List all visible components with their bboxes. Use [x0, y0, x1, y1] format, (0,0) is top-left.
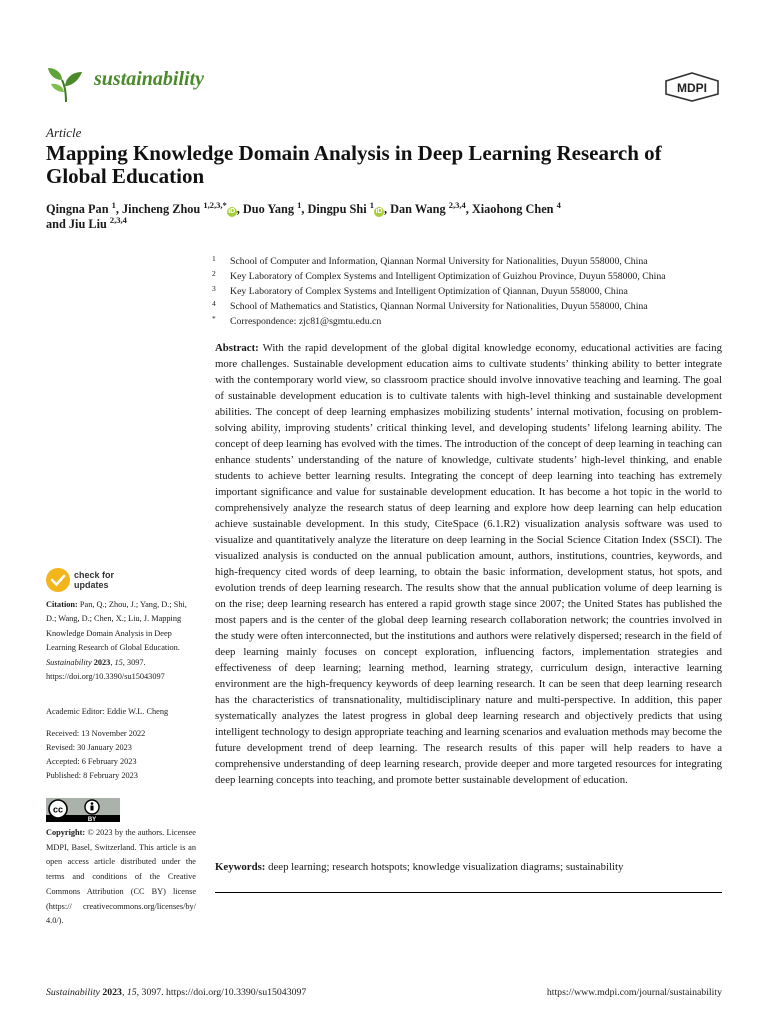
- divider: [215, 892, 722, 893]
- affiliation-row: [212, 314, 724, 329]
- journal-logo-icon: [46, 64, 86, 104]
- affiliation-row: [212, 254, 724, 269]
- published-date: Published: 8 February 2023: [46, 771, 138, 780]
- orcid-icon[interactable]: iD: [375, 208, 383, 215]
- citation-label: Citation:: [46, 600, 78, 609]
- affiliation-number: 1: [212, 254, 216, 263]
- author-list: Qingna Pan $^1$, Jincheng Zhou $^{1,2,3,*}$iD , Duo Yang $^1$, Dingpu Shi $^1$iD , Dan Wang $^{2,3,4}$, Xiaohong Chen $^4$ and Jiu Liu $^{2,3,4}$: [46, 199, 561, 231]
- copyright-notice: [46, 826, 196, 929]
- author-name: Qingna Pan: [46, 202, 112, 216]
- academic-editor: Academic Editor: Eddie W.L. Cheng: [46, 707, 169, 716]
- article-title: Mapping Knowledge Domain Analysis in Deep Learning Research of Global Education: [46, 141, 662, 188]
- footer-volume: 15: [126, 987, 137, 998]
- author-affiliation-marker: 2,3,4: [448, 199, 466, 210]
- citation-block: Citation: Pan, Q.; Zhou, J.; Yang, D.; Shi, D.; Wang, D.; Chen, X.; Liu, J. Mapping Knowledge Domain Analysis in Deep Learning Research of Global Education. Sustainability 2023, 15, 3097. https://doi.org/10.3390/su15043097: [46, 600, 187, 682]
- affiliation-number: 2: [212, 269, 216, 278]
- copyright-label: Copyright:: [46, 828, 86, 837]
- author-affiliation-marker: 2,3,4: [109, 214, 127, 225]
- affiliation-number: 4: [212, 299, 216, 308]
- author-name: Jincheng Zhou: [122, 202, 204, 216]
- citation-volume: 15: [114, 657, 123, 667]
- check-for-updates-button[interactable]: [46, 568, 136, 594]
- author-name: Jiu Liu: [68, 217, 110, 231]
- received-date: Received: 13 November 2022: [46, 729, 146, 738]
- keywords: [215, 860, 722, 875]
- affiliation-text: School of Computer and Information, Qiannan Normal University for Nationalities, Duyun 558000, China: [230, 256, 648, 267]
- check-icon: [46, 568, 70, 592]
- affiliation-text: Key Laboratory of Complex Systems and Intelligent Optimization of Guizhou Province, Duyun 558000, China: [230, 271, 666, 282]
- affiliation-text: School of Mathematics and Statistics, Qiannan Normal University for Nationalities, Duyun 558000, China: [230, 301, 648, 312]
- author-affiliation-marker: 4: [556, 199, 561, 210]
- updates-label: updates: [74, 580, 109, 590]
- affiliations: [212, 254, 724, 329]
- affiliation-text: Key Laboratory of Complex Systems and Intelligent Optimization of Qiannan, Duyun 558000, China: [230, 286, 628, 297]
- author-name: Dan Wang: [390, 202, 449, 216]
- abstract-label: Abstract:: [215, 342, 259, 354]
- author-name: Dingpu Shi: [307, 202, 370, 216]
- copyright-text: © 2023 by the authors. Licensee MDPI, Basel, Switzerland. This article is an open access article distributed under the terms and conditions of the Creative Commons Attribution (CC BY) license (https:// creativecommons.org/licenses/by/ 4.0/).: [46, 828, 196, 926]
- citation-year: 2023: [93, 657, 111, 667]
- author-affiliation-marker: 1: [369, 199, 374, 210]
- publisher-name: MDPI: [677, 81, 707, 95]
- affiliation-row: [212, 299, 724, 314]
- author-name: Xiaohong Chen: [471, 202, 557, 216]
- check-for-label: check for: [74, 570, 115, 580]
- keywords-text: deep learning; research hotspots; knowledge visualization diagrams; sustainability: [268, 861, 624, 873]
- svg-text:BY: BY: [87, 817, 97, 822]
- footer-year: 2023: [102, 987, 122, 998]
- footer-journal-url[interactable]: https://www.mdpi.com/journal/sustainability: [546, 987, 722, 998]
- cc-by-license-icon[interactable]: [46, 798, 120, 822]
- svg-text:cc: cc: [52, 804, 64, 815]
- author-affiliation-marker: 1: [297, 199, 302, 210]
- footer-journal: Sustainability: [46, 987, 100, 998]
- orcid-icon[interactable]: iD: [228, 208, 236, 215]
- author-affiliation-marker: 1,2,3,*: [203, 199, 227, 210]
- abstract-text: With the rapid development of the global digital knowledge economy, educational activities are facing more challenges. Sustainable development education aims to cultivate students’ thinking ability to better integrate with the contemporary world view, so classroom practice should involve innovative teaching and learning. The goal of sustainable development education is to cultivate talents with high-level thinking and sustainable development abilities. The concept of deep learning emphasizes mobilizing students’ internal motivation, focusing on problem-solving ability, improving students’ critical thinking level, and developing students’ lifelong learning ability. The concept of deep learning has evolved with the times. The introduction of the concept of deep learning in teaching can enhance students’ understanding of the nature of knowledge, cultivate students’ high-level thinking, and enable students to achieve better learning results. Integrating the concept of deep learning into teaching has extremely important significance and value for sustainable development education. It has become a hot topic in the world to comprehensively analyze the research status of deep learning and explore how deep learning can help education achieve sustainable development. In this study, CiteSpace (6.1.R2) visualization analysis software was used to visualize and quantitatively analyze the literature on deep learning in the Social Science Citation Index (SSCI). The visualized analysis is conducted on the annual publication amount, authors, institutions, countries, keywords, and high-frequency cited words of deep learning, to obtain the basic information, development status, hot spots, and evolution trends of deep learning research. The results show that the annual publication volume of deep learning is on the rise; deep learning research has entered a rapid growth stage since 2007; the United States has published the most papers and is the center of the global deep learning research collaboration network; the countries involved in the study were often interconnected, but the institutions and authors were relatively dispersed; research in the field of deep learning mainly focuses on concept exploration, influencing factors, implementation strategies and effectiveness of deep learning; learning method, learning strategy, curriculum design, interactive learning environment are the high-frequency keywords of deep learning research. It can be seen that deep learning research has the characteristics of transnationality, multidisciplinary nature and multi-perspective. In addition, this paper systematically analyzes the latest progress in global deep learning research and objectively predicts that using intelligent technology to design appropriate teaching and learning scenarios and evaluation methods may become the future development trend of deep learning. The research results of this paper will help readers to have a comprehensive understanding of deep learning research, provide deeper and more targeted resources for integrating deep learning concepts into teaching, and promote better sustainable development of education.: [215, 342, 722, 786]
- article-type: Article: [46, 125, 82, 140]
- accepted-date: Accepted: 6 February 2023: [46, 757, 137, 766]
- citation-journal: Sustainability: [46, 657, 92, 667]
- revised-date: Revised: 30 January 2023: [46, 743, 132, 752]
- affiliation-number: *: [212, 314, 216, 323]
- affiliation-row: [212, 284, 724, 299]
- affiliation-text[interactable]: Correspondence: zjc81@sgmtu.edu.cn: [230, 316, 382, 327]
- author-affiliation-marker: 1: [111, 199, 116, 210]
- author-name: Duo Yang: [242, 202, 298, 216]
- abstract: [215, 340, 722, 788]
- affiliation-row: [212, 269, 724, 284]
- footer-doi[interactable]: , 3097. https://doi.org/10.3390/su15043097: [136, 987, 307, 998]
- mdpi-logo: [662, 72, 722, 102]
- affiliation-number: 3: [212, 284, 216, 293]
- journal-name: sustainability: [94, 68, 205, 90]
- footer-citation: Sustainability 2023, 15, 3097. https://doi.org/10.3390/su15043097: [46, 987, 307, 998]
- citation-doi[interactable]: , 3097. https://doi.org/10.3390/su15043097: [46, 657, 165, 682]
- keywords-label: Keywords:: [215, 861, 266, 873]
- citation-text: Pan, Q.; Zhou, J.; Yang, D.; Shi, D.; Wang, D.; Chen, X.; Liu, J. Mapping Knowledge Domain Analysis in Deep Learning Research of Global Education.: [46, 600, 187, 653]
